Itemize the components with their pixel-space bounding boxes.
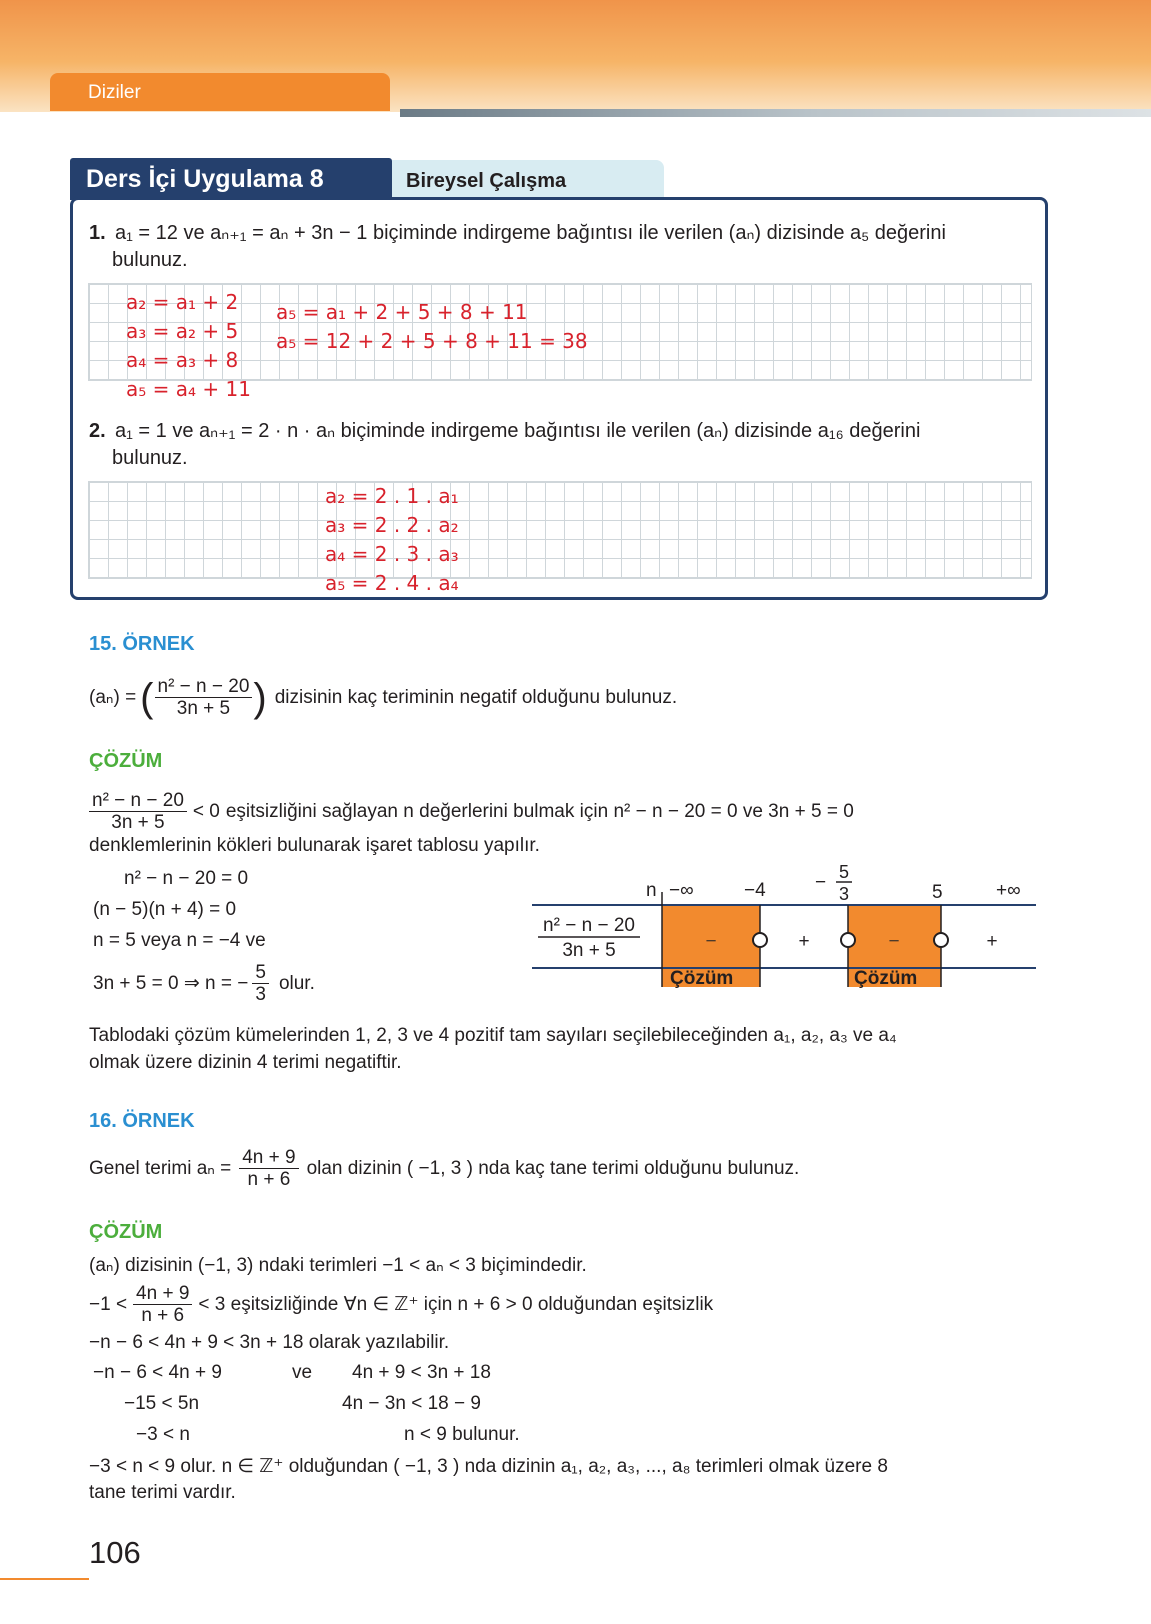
fraction-denominator: 3n + 5 [111,812,165,833]
fraction [133,1283,192,1326]
chapter-tab: Diziler [50,73,390,111]
example16-heading: 16. ÖRNEK [89,1110,195,1132]
step: (n − 5)(n + 4) = 0 [93,899,237,920]
solution-label: Çözüm [854,968,918,989]
open-point [753,933,767,947]
left-step: −n − 6 < 4n + 9 [93,1362,222,1383]
q2-work [325,482,459,598]
root-label-sign: − [815,872,827,893]
work-line: a₅ = 2 . 4 . a₄ [325,571,459,595]
root-label: 5 [932,882,943,903]
fraction-denominator: n + 6 [247,1169,291,1190]
fraction-denominator: n + 6 [141,1305,185,1326]
fraction-numerator: n² − n − 20 [155,676,253,698]
neg-infinity: −∞ [669,880,694,901]
page-number: 106 [89,1535,141,1570]
solution-label: Çözüm [670,968,734,989]
final-line-2: tane terimi vardır. [89,1482,236,1503]
solution16-line-1: (aₙ) dizisinin (−1, 3) ndaki terimleri −1 < aₙ < 3 biçimindedir. [89,1255,587,1276]
inequality: < 0 [192,800,220,822]
example15-solution-heading: ÇÖZÜM [89,750,163,772]
q2-number: 2. [89,420,106,442]
fraction-numerator: 5 [252,962,269,984]
connector-word: ve [292,1362,313,1383]
open-point [934,933,948,947]
conclusion-line-2: olmak üzere dizinin 4 terimi negatiftir. [89,1052,402,1073]
step [93,962,315,1005]
pos-infinity: +∞ [996,880,1021,901]
sign-table [532,858,1036,998]
example15-question [89,676,677,719]
solution16-line-2 [89,1283,713,1326]
inequality-left: −1 < [89,1293,128,1315]
work-line: a₂ = a₁ + 2 [126,290,239,314]
work-line: a₃ = a₂ + 5 [126,319,239,343]
q1-text: a₁ = 12 ve aₙ₊₁ = aₙ + 3n − 1 biçiminde indirgeme bağıntısı ile verilen (aₙ) dizisinde a₅ değerini [115,222,946,244]
question-text: dizisinin kaç teriminin negatif olduğunu bulunuz. [274,686,678,708]
q2-grid [88,481,1032,579]
root-label: −4 [744,880,766,901]
q1-number: 1. [89,222,106,244]
work-line: a₄ = 2 . 3 . a₃ [325,542,459,566]
work-line: a₄ = a₃ + 8 [126,348,239,372]
final-line-1: −3 < n < 9 olur. n ∈ ℤ⁺ olduğundan ( −1, 3 ) nda dizinin a₁, a₂, a₃, ..., a₈ terimleri olmak üzere 8 [89,1456,888,1477]
root-label-denominator: 3 [838,884,850,904]
fraction-numerator: 4n + 9 [133,1283,192,1305]
interval-sign: − [888,931,900,952]
paren-left: ( [140,675,154,720]
q2-text-cont: bulunuz. [112,447,188,469]
fraction-denominator: 3 [255,984,266,1005]
solution-line-1 [89,790,854,833]
left-step: −15 < 5n [124,1393,200,1414]
row-denominator: 3n + 5 [562,940,616,961]
example16-question [89,1147,799,1190]
fraction [252,962,269,1005]
inequality-right: < 3 eşitsizliğinde ∀n ∈ ℤ⁺ için n + 6 > 0 olduğundan eşitsizlik [198,1293,714,1315]
interval-sign: − [705,931,717,952]
step: n = 5 veya n = −4 ve [93,930,266,951]
solution16-line-3: −n − 6 < 4n + 9 < 3n + 18 olarak yazılabilir. [89,1332,450,1353]
right-step: n < 9 bulunur. [404,1424,520,1445]
fraction [89,790,187,833]
interval-sign: + [986,931,998,952]
question-text-left: Genel terimi aₙ = [89,1157,232,1179]
row-numerator: n² − n − 20 [543,915,635,936]
sequence-lhs: (aₙ) = [89,686,137,708]
fraction-numerator: n² − n − 20 [89,790,187,812]
q1-text-cont: bulunuz. [112,249,188,271]
header-rule [400,109,1151,117]
q1-work-right [276,298,588,356]
left-step: −3 < n [136,1424,190,1445]
example16-solution-heading: ÇÖZÜM [89,1221,163,1243]
work-line: a₅ = 12 + 2 + 5 + 8 + 11 = 38 [276,329,588,353]
q1-work-left [126,288,251,404]
root-label-numerator: 5 [838,862,850,882]
work-line: a₅ = a₁ + 2 + 5 + 8 + 11 [276,300,528,324]
work-line: a₅ = a₄ + 11 [126,377,251,401]
work-line: a₃ = 2 . 2 . a₂ [325,513,459,537]
right-step: 4n + 9 < 3n + 18 [352,1362,491,1383]
work-line: a₂ = 2 . 1 . a₁ [325,484,459,508]
question-text-right: olan dizinin ( −1, 3 ) nda kaç tane terimi olduğunu bulunuz. [306,1157,800,1179]
application-title: Ders İçi Uygulama 8 [70,158,392,200]
conclusion-line-1: Tablodaki çözüm kümelerinden 1, 2, 3 ve 4 pozitif tam sayıları seçilebileceğinden a₁, a₂, a₃ ve a₄ [89,1025,897,1046]
step-left: 3n + 5 = 0 ⇒ n = − [93,972,249,994]
paren-right: ) [253,675,267,720]
solution-text: eşitsizliğini sağlayan n değerlerini bulmak için n² − n − 20 = 0 ve 3n + 5 = 0 [225,800,854,822]
q2-text: a₁ = 1 ve aₙ₊₁ = 2 · n · aₙ biçiminde indirgeme bağıntısı ile verilen (aₙ) dizisinde a₁₆ değerini [115,420,921,442]
fraction-denominator: 3n + 5 [176,698,231,719]
fraction [239,1147,298,1190]
step: n² − n − 20 = 0 [124,868,249,889]
application-subtitle: Bireysel Çalışma [392,160,664,200]
step-right: olur. [278,972,315,994]
interval-sign: + [798,931,810,952]
footer-rule [0,1578,89,1580]
fraction-numerator: 4n + 9 [239,1147,298,1169]
fraction [155,676,253,719]
solution-line-2: denklemlerinin kökleri bulunarak işaret tablosu yapılır. [89,835,540,856]
variable-label: n [646,880,657,901]
example15-heading: 15. ÖRNEK [89,633,195,655]
right-step: 4n − 3n < 18 − 9 [342,1393,481,1414]
open-point [841,933,855,947]
